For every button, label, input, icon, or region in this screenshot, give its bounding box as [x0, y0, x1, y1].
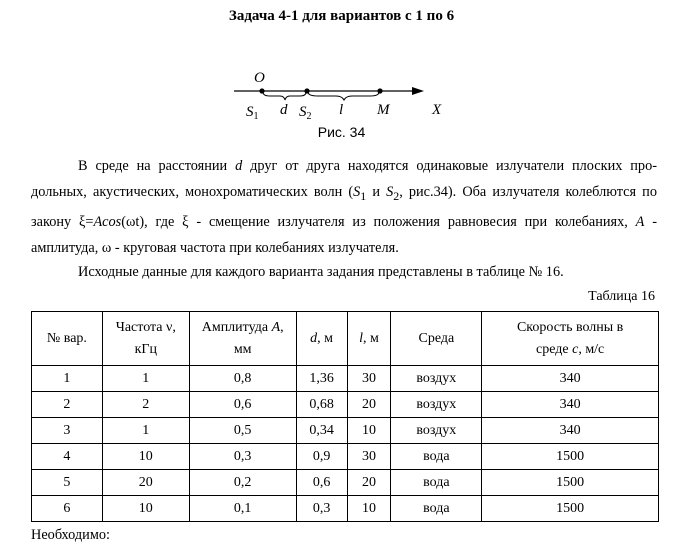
cell-d: 1,36 [296, 366, 347, 392]
cell-medium: вода [391, 444, 482, 470]
cell-frequency: 10 [102, 444, 189, 470]
cell-amplitude: 0,3 [189, 444, 296, 470]
cell-medium: воздух [391, 366, 482, 392]
figure-caption: Рис. 34 [317, 124, 366, 140]
cell-l: 30 [347, 366, 391, 392]
header-amplitude: Амплитуда A, мм [189, 312, 296, 366]
label-origin: O [254, 70, 265, 86]
cell-d: 0,9 [296, 444, 347, 470]
cell-l: 20 [347, 470, 391, 496]
label-l: l [339, 102, 344, 118]
cell-speed: 1500 [482, 444, 659, 470]
cell-amplitude: 0,2 [189, 470, 296, 496]
table-row [32, 444, 659, 470]
cell-amplitude: 0,8 [189, 366, 296, 392]
table-header-row [32, 312, 659, 366]
cell-frequency: 1 [102, 366, 189, 392]
cell-d: 0,34 [296, 418, 347, 444]
cell-speed: 340 [482, 366, 659, 392]
cell-variant: 3 [32, 418, 103, 444]
table-row [32, 392, 659, 418]
paragraph-description: В среде на расстоянии d друг от друга находятся одинаковые излучатели плоских про-дольных, акустических, монохроматических волн ($S_1$ и $S_2$, рис.34). Оба излучателя колеблются по закону ξ=Acos(ωt), где ξ - смещение излучателя из положения равновесия при колебаниях, A - амплитуда, ω - круговая частота при колебаниях излучателя. [31, 158, 658, 256]
cell-d: 0,68 [296, 392, 347, 418]
cell-medium: воздух [391, 392, 482, 418]
cell-d: 0,3 [296, 496, 347, 522]
paragraph-data-source: Исходные данные для каждого варианта задания представлены в таблице № 16. [78, 264, 564, 280]
footer-text: Необходимо: [31, 527, 110, 543]
cell-frequency: 1 [102, 418, 189, 444]
table-label: Таблица 16 [588, 289, 655, 304]
label-x: X [432, 102, 442, 118]
cell-medium: вода [391, 470, 482, 496]
brace-d [263, 92, 306, 100]
header-frequency: Частота ν, кГц [102, 312, 189, 366]
emitter-s2-dot [304, 88, 309, 93]
label-s1: $S_1$ [246, 104, 259, 122]
header-variant: № вар. [32, 312, 103, 366]
table-row [32, 496, 659, 522]
cell-variant: 1 [32, 366, 103, 392]
cell-medium: вода [391, 496, 482, 522]
cell-speed: 1500 [482, 470, 659, 496]
cell-variant: 2 [32, 392, 103, 418]
cell-d: 0,6 [296, 470, 347, 496]
cell-medium: воздух [391, 418, 482, 444]
header-distance-d: d, м [296, 312, 347, 366]
variants-table [31, 311, 659, 522]
x-axis-arrowhead [412, 87, 424, 95]
cell-variant: 5 [32, 470, 103, 496]
cell-amplitude: 0,6 [189, 392, 296, 418]
brace-l [308, 92, 379, 100]
cell-frequency: 20 [102, 470, 189, 496]
cell-frequency: 10 [102, 496, 189, 522]
cell-variant: 6 [32, 496, 103, 522]
cell-l: 30 [347, 444, 391, 470]
emitter-s1-dot [259, 88, 264, 93]
header-distance-l: l, м [347, 312, 391, 366]
cell-speed: 1500 [482, 496, 659, 522]
cell-amplitude: 0,1 [189, 496, 296, 522]
label-m: M [377, 102, 390, 118]
cell-frequency: 2 [102, 392, 189, 418]
header-wave-speed: Скорость волны в среде c, м/с [482, 312, 659, 366]
point-m-dot [377, 88, 382, 93]
cell-l: 10 [347, 496, 391, 522]
label-s2: $S_2$ [299, 104, 312, 122]
cell-variant: 4 [32, 444, 103, 470]
cell-l: 10 [347, 418, 391, 444]
cell-speed: 340 [482, 418, 659, 444]
cell-l: 20 [347, 392, 391, 418]
label-d: d [280, 102, 288, 118]
cell-speed: 340 [482, 392, 659, 418]
cell-amplitude: 0,5 [189, 418, 296, 444]
table-row [32, 418, 659, 444]
table-row [32, 366, 659, 392]
header-medium: Среда [391, 312, 482, 366]
page-title: Задача 4-1 для вариантов с 1 по 6 [228, 8, 455, 24]
table-row [32, 470, 659, 496]
